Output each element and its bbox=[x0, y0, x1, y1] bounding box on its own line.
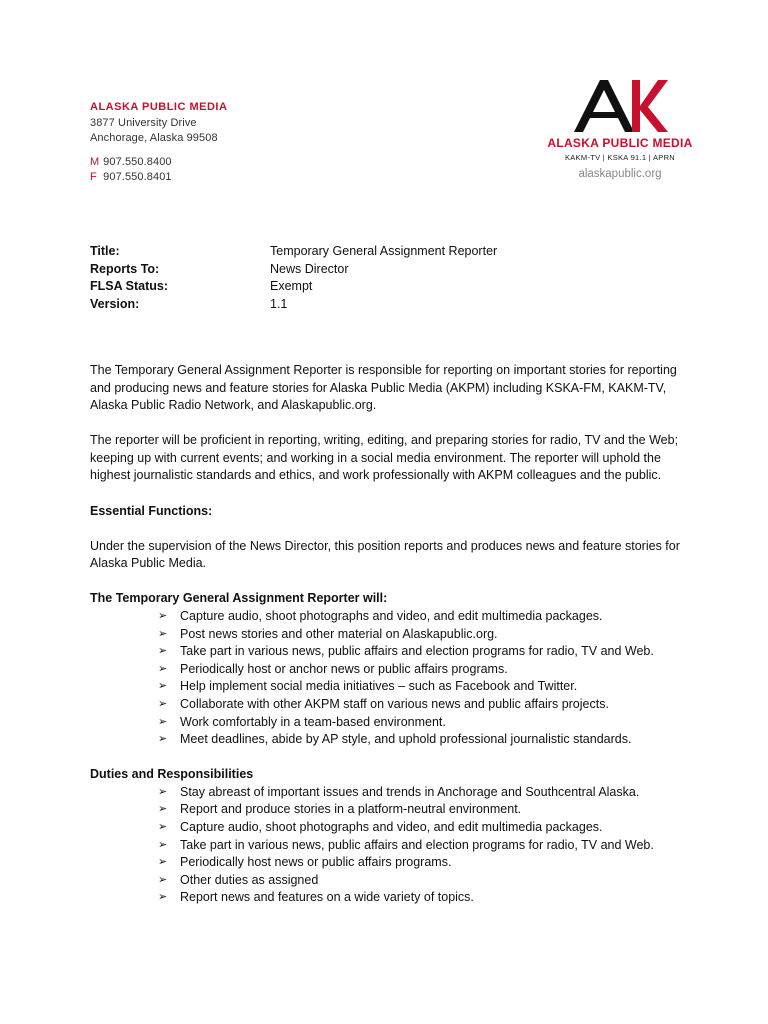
letterhead-org-name: ALASKA PUBLIC MEDIA bbox=[90, 101, 228, 113]
arrow-bullet-icon: ➢ bbox=[158, 697, 168, 710]
list-item: ➢ Take part in various news, public affairs and election programs for radio, TV and Web. bbox=[158, 643, 690, 661]
letterhead-address bbox=[90, 100, 227, 186]
list-item: ➢ Take part in various news, public affairs and election programs for radio, TV and Web. bbox=[158, 837, 690, 855]
list-item: ➢ Post news stories and other material on Alaskapublic.org. bbox=[158, 626, 690, 644]
meta-row-title bbox=[90, 243, 497, 261]
list-item: ➢ Work comfortably in a team-based environment. bbox=[158, 714, 690, 732]
arrow-bullet-icon: ➢ bbox=[158, 609, 168, 622]
intro-paragraph: The reporter will be proficient in reporting, writing, editing, and preparing stories for radio, TV and the Web; keeping up with current events; and working in a social media environment. The reporter will uphold the highest journalistic standards and ethics, and work professionally with AKPM colleagues and the public. bbox=[90, 433, 679, 483]
meta-value: News Director bbox=[270, 261, 349, 276]
list-item: ➢ Help implement social media initiatives – such as Facebook and Twitter. bbox=[158, 678, 690, 696]
fax-number: 907.550.8401 bbox=[103, 171, 172, 183]
arrow-bullet-icon: ➢ bbox=[158, 873, 168, 886]
job-meta-table bbox=[90, 243, 497, 313]
logo-brand-name: ALASKA PUBLIC MEDIA bbox=[547, 136, 693, 150]
meta-value: 1.1 bbox=[270, 296, 288, 311]
list-item: ➢ Capture audio, shoot photographs and video, and edit multimedia packages. bbox=[158, 819, 690, 837]
fax-label: F bbox=[90, 171, 97, 183]
arrow-bullet-icon: ➢ bbox=[158, 803, 168, 816]
reporter-will-list bbox=[90, 608, 690, 749]
arrow-bullet-icon: ➢ bbox=[158, 838, 168, 851]
meta-value: Exempt bbox=[270, 279, 313, 293]
list-item: ➢ Meet deadlines, abide by AP style, and uphold professional journalistic standards. bbox=[158, 731, 690, 749]
ak-logo-mark bbox=[570, 78, 670, 134]
reporter-will-heading: The Temporary General Assignment Reporter will: bbox=[90, 591, 388, 606]
meta-key: FLSA Status: bbox=[90, 279, 169, 293]
letterhead-phone-line bbox=[90, 155, 227, 171]
list-item: ➢ Report news and features on a wide variety of topics. bbox=[158, 889, 690, 907]
alaska-public-media-logo bbox=[540, 78, 700, 188]
arrow-bullet-icon: ➢ bbox=[158, 733, 168, 746]
arrow-bullet-icon: ➢ bbox=[158, 662, 168, 675]
meta-row-reports-to bbox=[90, 261, 497, 279]
arrow-bullet-icon: ➢ bbox=[158, 856, 168, 869]
meta-row-flsa-status bbox=[90, 278, 497, 296]
letterhead-street: 3877 University Drive bbox=[90, 116, 197, 129]
arrow-bullet-icon: ➢ bbox=[158, 627, 168, 640]
meta-row-version bbox=[90, 296, 497, 314]
meta-key: Reports To: bbox=[90, 261, 160, 276]
essential-functions-text: Under the supervision of the News Director, this position reports and produces news and feature stories for Alaska Public Media. bbox=[90, 538, 680, 571]
list-item: ➢ Report and produce stories in a platform-neutral environment. bbox=[158, 801, 690, 819]
list-item: ➢ Other duties as assigned bbox=[158, 872, 690, 890]
letterhead-city: Anchorage, Alaska 99508 bbox=[90, 132, 218, 144]
phone-label: M bbox=[90, 155, 100, 168]
arrow-bullet-icon: ➢ bbox=[158, 820, 168, 833]
meta-key: Version: bbox=[90, 296, 140, 311]
duties-heading: Duties and Responsibilities bbox=[90, 767, 254, 782]
intro-paragraph: The Temporary General Assignment Reporter is responsible for reporting on important stories for reporting and producing news and feature stories for Alaska Public Media (AKPM) including KSKA-FM, KAKM-TV, Alaska Public Radio Network, and Alaskapublic.org. bbox=[90, 363, 677, 413]
logo-url: alaskapublic.org bbox=[578, 168, 662, 180]
arrow-bullet-icon: ➢ bbox=[158, 891, 168, 904]
meta-key: Title: bbox=[90, 244, 120, 258]
essential-functions-heading: Essential Functions: bbox=[90, 503, 213, 518]
meta-value: Temporary General Assignment Reporter bbox=[270, 244, 498, 258]
duties-list bbox=[90, 784, 690, 907]
list-item: ➢ Stay abreast of important issues and trends in Anchorage and Southcentral Alaska. bbox=[158, 784, 690, 802]
arrow-bullet-icon: ➢ bbox=[158, 645, 168, 658]
logo-stations: KAKM-TV | KSKA 91.1 | APRN bbox=[564, 153, 676, 162]
arrow-bullet-icon: ➢ bbox=[158, 680, 168, 693]
list-item: ➢ Capture audio, shoot photographs and video, and edit multimedia packages. bbox=[158, 608, 690, 626]
list-item: ➢ Periodically host or anchor news or public affairs programs. bbox=[158, 661, 690, 679]
phone-number: 907.550.8400 bbox=[103, 155, 172, 168]
list-item: ➢ Periodically host news or public affairs programs. bbox=[158, 854, 690, 872]
letterhead-fax-line bbox=[90, 170, 227, 186]
job-description-body bbox=[90, 362, 690, 924]
arrow-bullet-icon: ➢ bbox=[158, 715, 168, 728]
arrow-bullet-icon: ➢ bbox=[158, 785, 168, 798]
list-item: ➢ Collaborate with other AKPM staff on various news and public affairs projects. bbox=[158, 696, 690, 714]
